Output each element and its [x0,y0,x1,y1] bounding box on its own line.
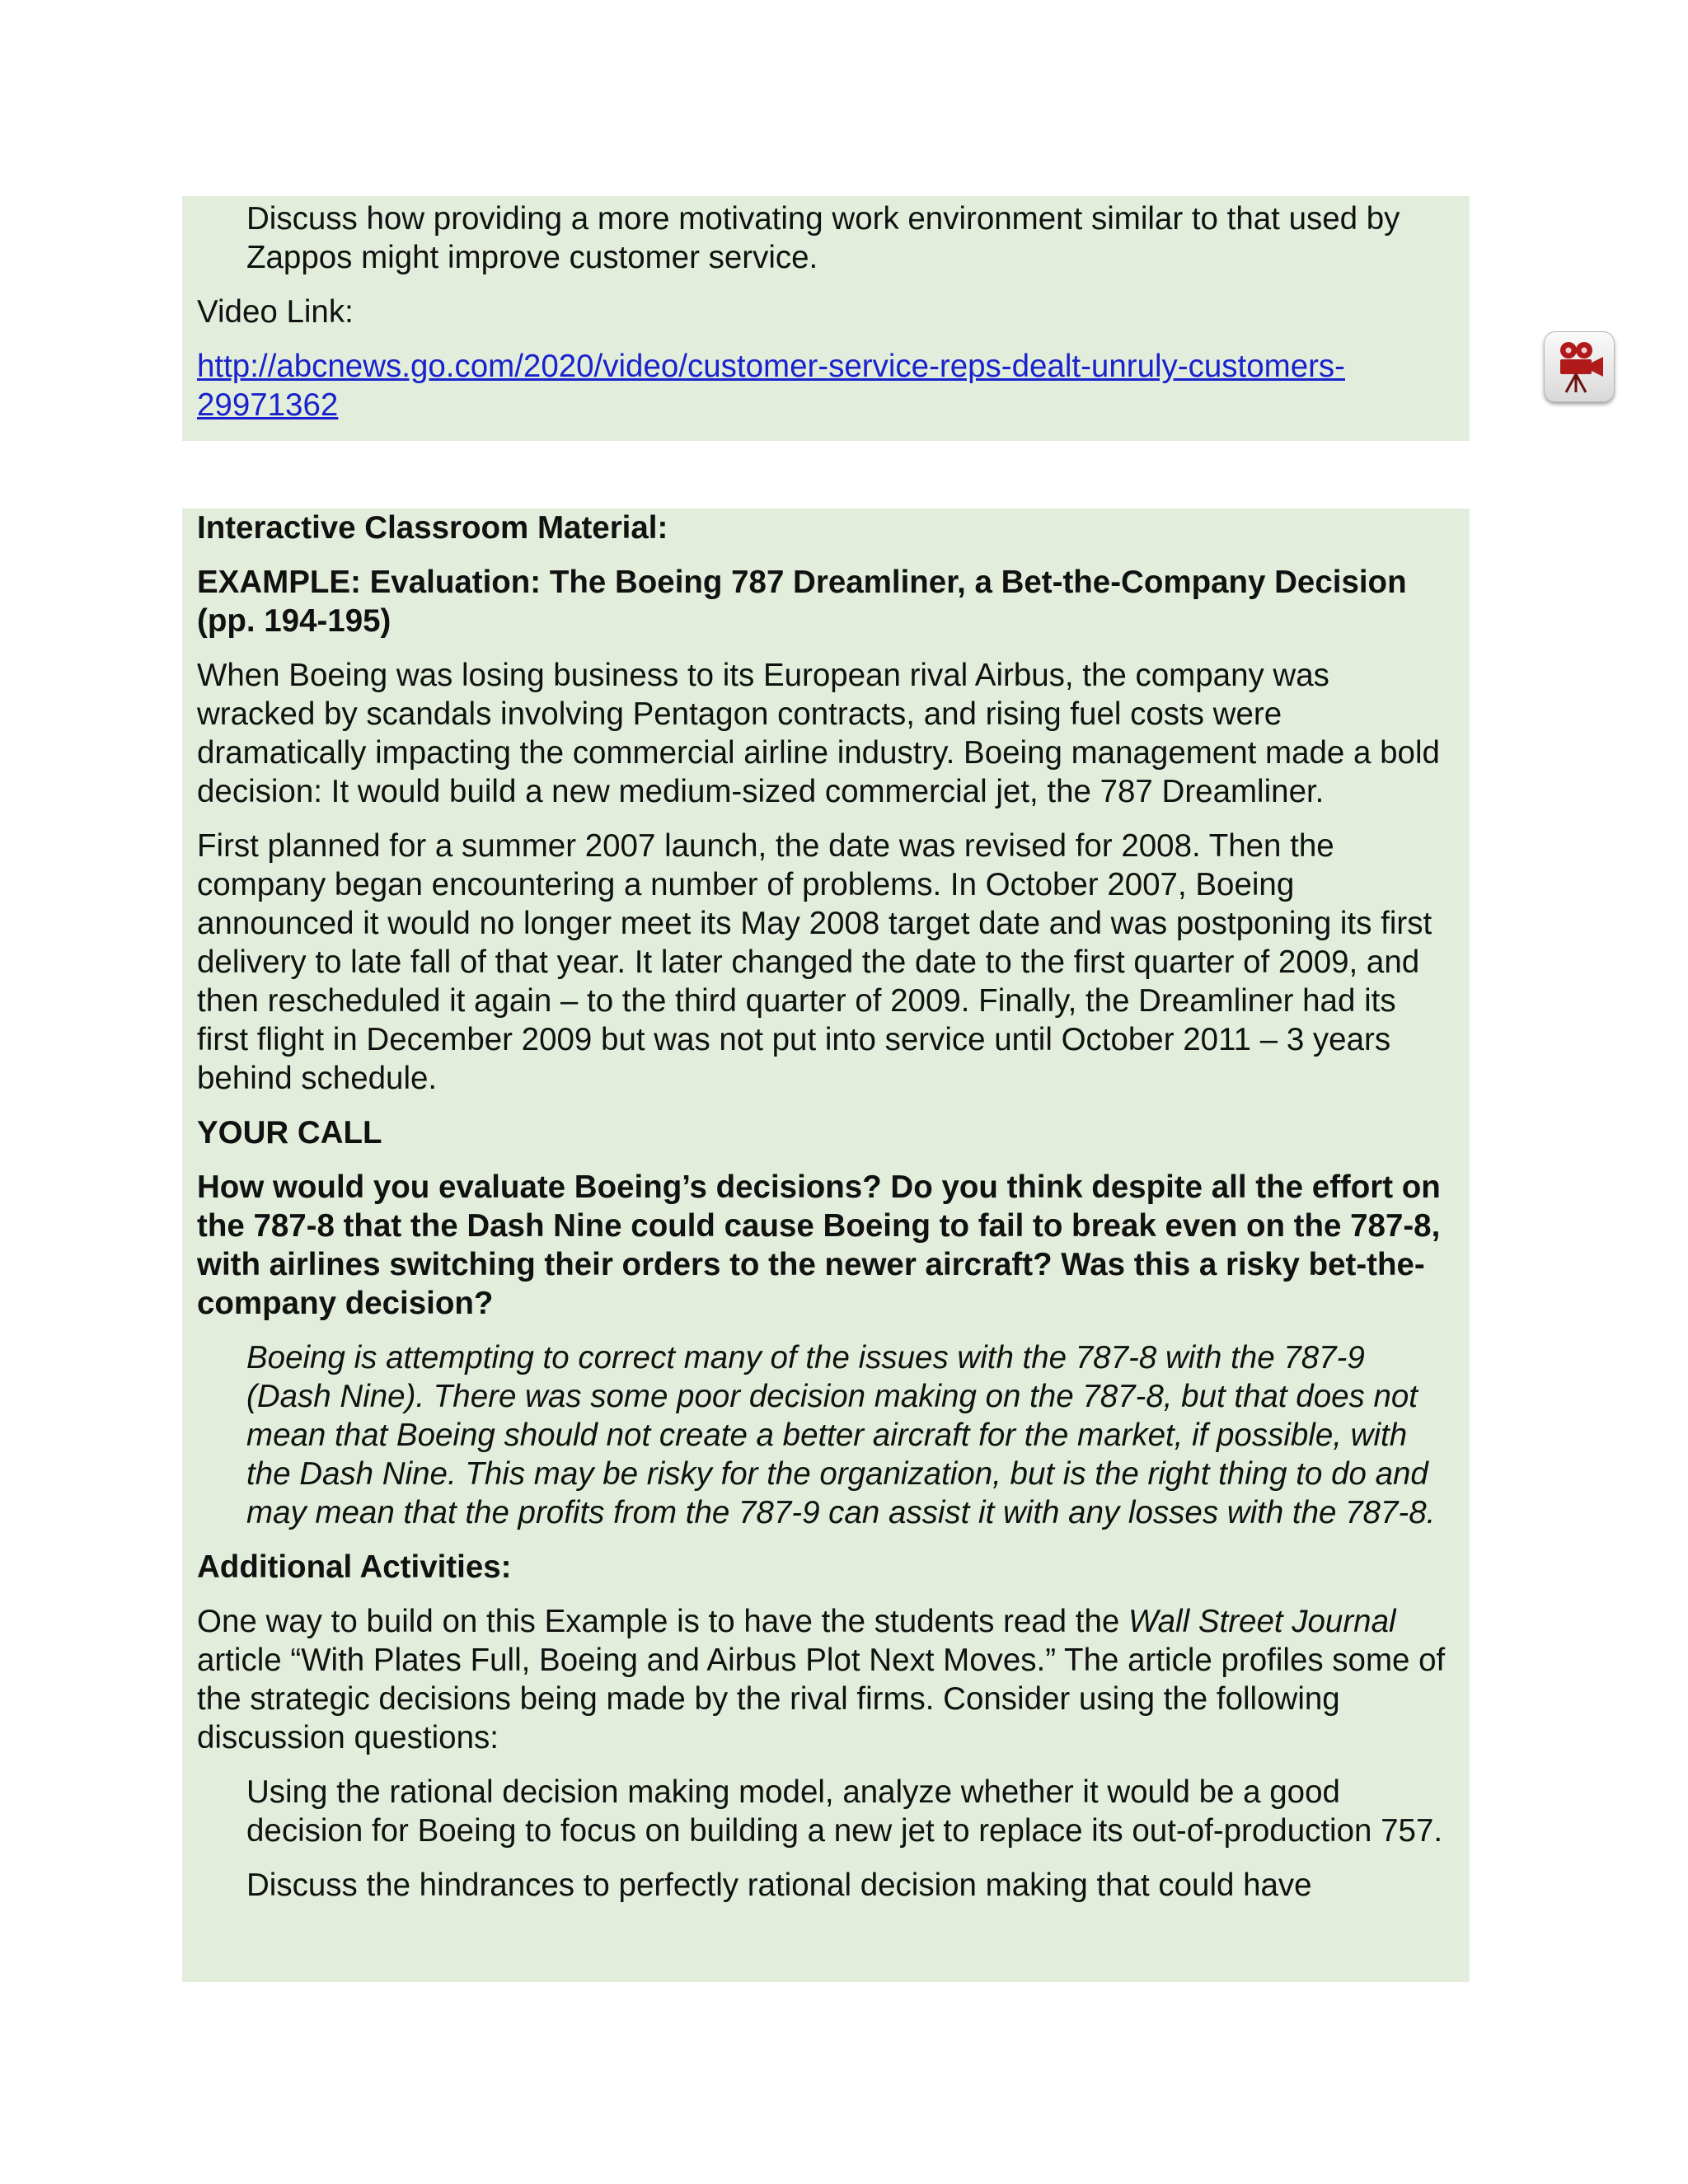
section-heading: Interactive Classroom Material: [197,510,668,546]
additional-activities-heading: Additional Activities: [197,1549,512,1585]
paragraph-timeline: First planned for a summer 2007 launch, the date was revised for 2008. Then the company began encountering a number of problems. In October 2007, Boeing announced it would no longer meet its May 2008 target date and was postponing its first delivery to late fall of that year. It later changed the date to the first quarter of 2009, and then rescheduled it again – to the third quarter of 2009. Finally, the Dreamliner had its first flight in December 2009 but was not put into service until October 2011 – 3 years behind schedule. [197,828,1432,1096]
movie-camera-icon[interactable] [1544,331,1615,402]
activity-item: Using the rational decision making model, analyze whether it would be a good decision for Boeing to focus on building a new jet to replace its out-of-production 757. [246,1774,1443,1849]
classroom-material-box [182,509,1470,1982]
discussion-box [182,196,1470,441]
video-link[interactable]: http://abcnews.go.com/2020/video/customer-service-reps-dealt-unruly-customers-29971362 [197,349,1345,423]
activity-item: Discuss the hindrances to perfectly rational decision making that could have [246,1868,1312,1903]
paragraph-background: When Boeing was losing business to its European rival Airbus, the company was wracked by scandals involving Pentagon contracts, and rising fuel costs were dramatically impacting the commercial airline industry. Boeing management made a bold decision: It would build a new medium-sized commercial jet, the 787 Dreamliner. [197,658,1440,809]
your-call-heading: YOUR CALL [197,1115,382,1151]
example-title: EXAMPLE: Evaluation: The Boeing 787 Dreamliner, a Bet-the-Company Decision (pp. 194-195) [197,565,1407,639]
additional-text-end: article “With Plates Full, Boeing and Airbus Plot Next Moves.” The article profiles some of the strategic decisions being made by the rival firms. Consider using the following discussion questions: [197,1643,1446,1755]
additional-text-start: One way to build on this Example is to have the students read the [197,1604,1128,1639]
discussion-question: How would you evaluate Boeing’s decisions? Do you think despite all the effort on the 787-8 that the Dash Nine could cause Boeing to fail to break even on the 787-8, with airlines switching their orders to the newer aircraft? Was this a risky bet-the-company decision? [197,1169,1441,1321]
video-link-label: Video Link: [197,294,354,330]
video-link-paragraph [197,347,1455,424]
additional-activities-text [197,1602,1455,1757]
suggested-answer: Boeing is attempting to correct many of the issues with the 787-8 with the 787-9 (Dash Nine). There was some poor decision making on the 787-8, but that does not mean that Boeing should not create a better aircraft for the market, if possible, with the Dash Nine. This may be risky for the organization, but is the right thing to do and may mean that the profits from the 787-9 can assist it with any losses with the 787-8. [246,1340,1436,1530]
discussion-bullet: Discuss how providing a more motivating work environment similar to that used by Zappos might improve customer service. [246,201,1400,275]
journal-name: Wall Street Journal [1128,1604,1396,1639]
